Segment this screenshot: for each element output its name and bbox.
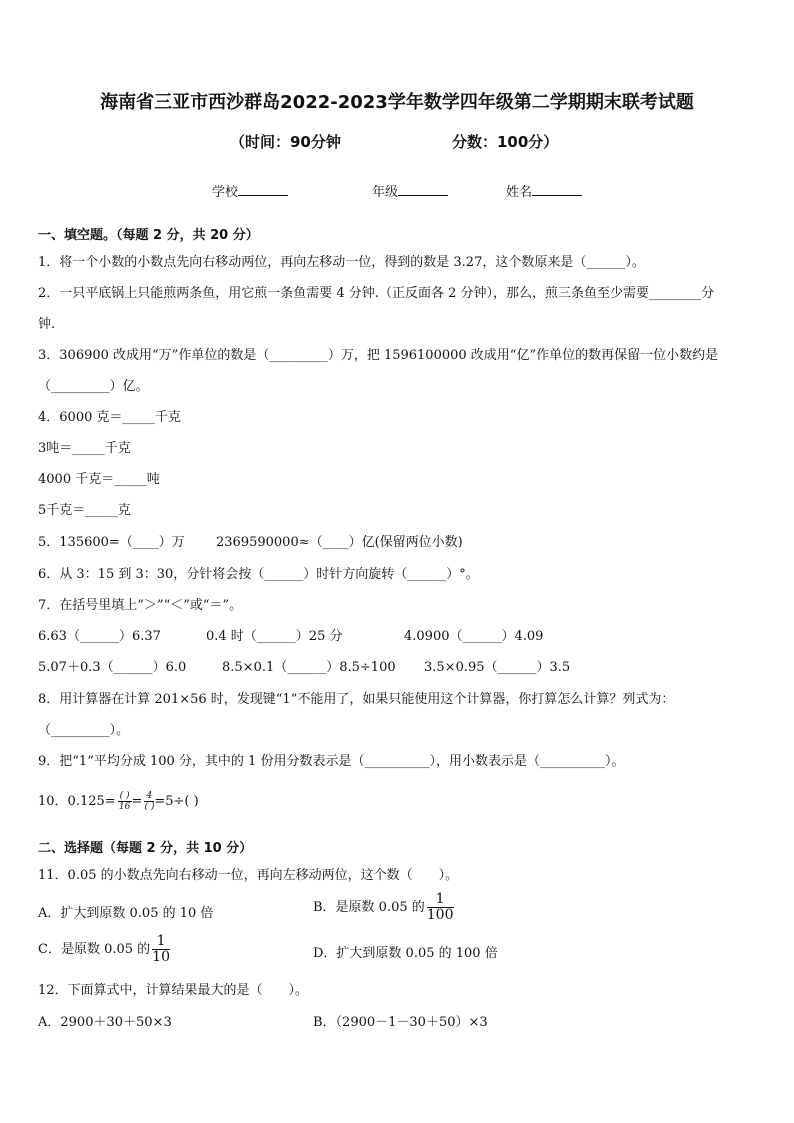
fraction (427, 892, 454, 923)
question-3-line2: （_________）亿。 (38, 379, 149, 394)
section2-heading: 二、选择题（每题 2 分，共 10 分） (38, 841, 253, 856)
question-10 (38, 790, 199, 812)
question-2-line1: 2．一只平底锅上只能煎两条鱼，用它煎一条鱼需要 4 分钟.（正反面各 2 分钟），那么，煎三条鱼至少需要________分 (38, 286, 714, 301)
fraction-numerator: 4 (144, 791, 154, 802)
school-blank (238, 183, 288, 196)
question-4-line2: 3吨＝_____千克 (38, 441, 131, 456)
grade-label: 年级 (372, 185, 399, 200)
question-4-line3: 4000 千克＝_____吨 (38, 472, 160, 487)
question-5-part1: 5．135600=（____）万 (38, 535, 185, 550)
question-2-line2: 钟. (38, 317, 56, 332)
question-11-option-a: A．扩大到原数 0.05 的 10 倍 (38, 906, 214, 921)
fraction-denominator: 10 (152, 949, 170, 965)
question-7-item: 0.4 时（______）25 分 (206, 629, 343, 644)
option-text: C．是原数 0.05 的 (38, 942, 151, 957)
school-label: 学校 (212, 185, 239, 200)
question-4-line1: 4．6000 克＝_____千克 (38, 410, 181, 425)
question-10-prefix: 10．0.125= (38, 794, 116, 809)
exam-title: 海南省三亚市西沙群岛2022-2023学年数学四年级第二学期期末联考试题 (100, 92, 694, 113)
fraction-numerator: 1 (427, 892, 454, 908)
name-field (506, 181, 582, 200)
question-8-line2: （_________）。 (38, 723, 130, 738)
question-11-option-b (313, 892, 454, 923)
question-7-item: 3.5×0.95（______）3.5 (424, 660, 571, 675)
question-11: 11．0.05 的小数点先向右移动一位，再向左移动两位，这个数（ ）。 (38, 868, 459, 883)
question-12: 12．下面算式中，计算结果最大的是（ ）。 (38, 983, 309, 998)
question-12-option-b: B．（2900－1－30＋50）×3 (313, 1015, 488, 1030)
question-7: 7．在括号里填上“＞”“＜”或“＝”。 (38, 598, 243, 613)
equals-sign: = (131, 794, 143, 809)
question-1: 1．将一个小数的小数点先向右移动两位，再向左移动一位，得到的数是 3.27，这个数原来是（______）。 (38, 255, 645, 270)
grade-blank (398, 183, 448, 196)
question-6: 6．从 3：15 到 3：30，分针将会按（______）时针方向旋转（______）°。 (38, 567, 479, 582)
question-7-item: 5.07＋0.3（______）6.0 (38, 660, 187, 675)
option-text: B．是原数 0.05 的 (313, 900, 425, 915)
question-5-part2: 2369590000≈（____）亿(保留两位小数) (216, 535, 463, 550)
fraction (118, 791, 132, 812)
question-9: 9．把“1”平均分成 100 分，其中的 1 份用分数表示是（__________），用小数表示是（__________）。 (38, 754, 625, 769)
question-7-item: 6.63（______）6.37 (38, 629, 161, 644)
section1-heading: 一、填空题。（每题 2 分，共 20 分） (38, 228, 259, 243)
fraction-denominator: 100 (426, 907, 454, 923)
name-blank (532, 183, 582, 196)
question-4-line4: 5千克＝_____克 (38, 503, 131, 518)
fraction-numerator: ( ) (119, 791, 130, 801)
question-11-option-d: D．扩大到原数 0.05 的 100 倍 (313, 946, 498, 961)
fraction-numerator: 1 (152, 934, 170, 950)
question-10-suffix: =5÷( ) (154, 794, 199, 809)
fraction (144, 791, 154, 812)
question-7-item: 8.5×0.1（______）8.5÷100 (222, 660, 396, 675)
question-3-line1: 3．306900 改成用“万”作单位的数是（_________）万，把 1596100000 改成用“亿”作单位的数再保留一位小数约是 (38, 348, 719, 363)
fraction-denominator: ( ) (144, 802, 155, 812)
question-7-item: 4.0900（______）4.09 (404, 629, 544, 644)
question-8-line1: 8．用计算器在计算 201×56 时，发现键“1”不能用了，如果只能使用这个计算器，你打算怎么计算？列式为： (38, 692, 675, 707)
fraction-denominator: 16 (118, 802, 131, 812)
question-12-option-a: A．2900＋30＋50×3 (38, 1015, 172, 1030)
score-info: 分数：100分） (452, 133, 559, 151)
school-field (212, 181, 288, 200)
question-11-option-c (38, 934, 170, 965)
name-label: 姓名 (506, 185, 533, 200)
time-info: （时间：90分钟 (230, 133, 341, 151)
fraction (152, 934, 170, 965)
grade-field (372, 181, 448, 200)
